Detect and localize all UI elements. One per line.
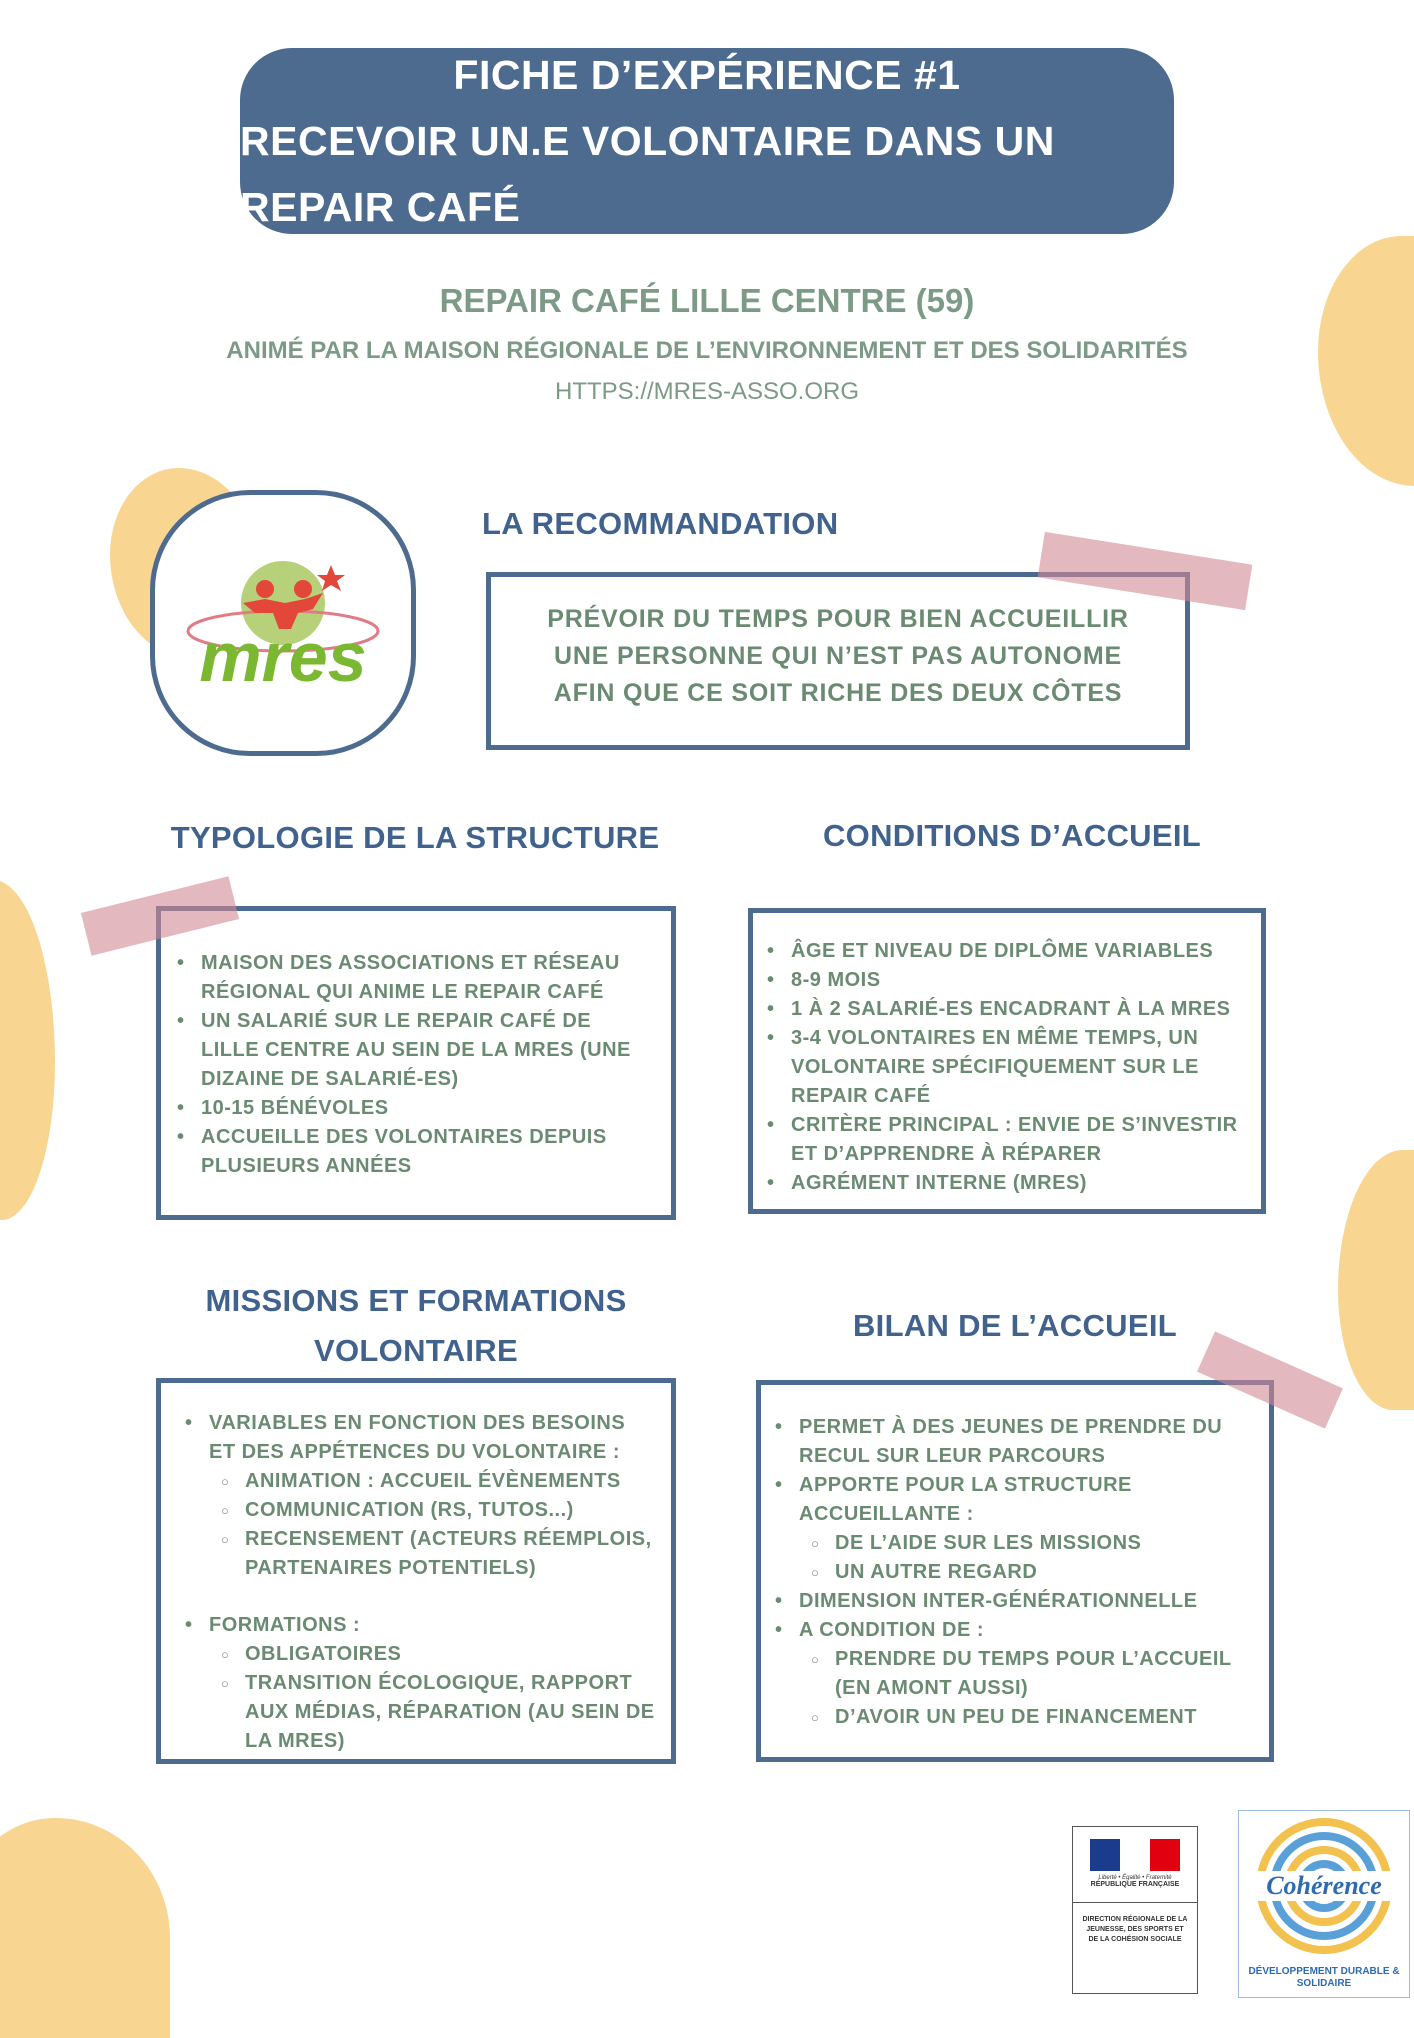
conditions-item-6: • AGRÉMENT INTERNE (MRES) (791, 1169, 1249, 1198)
missions-subitem: ○ TRANSITION ÉCOLOGIQUE, RAPPORT AUX MÉDIAS, RÉPARATION (AU SEIN DE LA MRES) (245, 1669, 657, 1756)
organisation-url[interactable]: HTTPS://MRES-ASSO.ORG (554, 378, 860, 405)
prefecture-logo (1072, 1826, 1198, 1994)
recommendation-box (486, 572, 1190, 750)
missions-item-2-text: FORMATIONS : (209, 1614, 361, 1636)
bilan-subitem: ○ UN AUTRE REGARD (835, 1558, 1257, 1587)
missions-title (156, 1276, 676, 1376)
bilan-subitem: ○ PRENDRE DU TEMPS POUR L’ACCUEIL (EN AMONT AUSSI) (835, 1645, 1257, 1703)
page-header (240, 48, 1174, 234)
organisation-subtitle: ANIMÉ PAR LA MAISON RÉGIONALE DE L’ENVIRONNEMENT ET DES SOLIDARITÉS (226, 337, 1188, 364)
typologie-title: TYPOLOGIE DE LA STRUCTURE (170, 820, 660, 855)
typologie-item-1: • MAISON DES ASSOCIATIONS ET RÉSEAU RÉGIONAL QUI ANIME LE REPAIR CAFÉ (201, 949, 655, 1007)
bilan-item-4-text: A CONDITION DE : (799, 1619, 985, 1641)
organisation-name: REPAIR CAFÉ LILLE CENTRE (59) (439, 282, 975, 319)
bilan-list (767, 1413, 1257, 1732)
bilan-item-2-sublist (799, 1529, 1257, 1587)
coherence-name: Cohérence (1266, 1871, 1382, 1900)
missions-box (156, 1378, 676, 1764)
mres-logo (150, 490, 416, 756)
missions-item-2-sublist (209, 1640, 657, 1756)
recommendation-line-3: AFIN QUE CE SOIT RICHE DES DEUX CÔTES (553, 679, 1123, 707)
missions-item-1 (209, 1409, 657, 1583)
bilan-item-1: • PERMET À DES JEUNES DE PRENDRE DU RECUL SUR LEUR PARCOURS (799, 1413, 1257, 1471)
blob-left-middle (0, 880, 55, 1220)
missions-title-line1: MISSIONS ET FORMATIONS (205, 1283, 627, 1318)
bilan-item-2-text: APPORTE POUR LA STRUCTURE ACCUEILLANTE : (799, 1474, 1132, 1525)
missions-title-line2: VOLONTAIRE (314, 1333, 518, 1368)
bilan-subitem: ○ DE L’AIDE SUR LES MISSIONS (835, 1529, 1257, 1558)
missions-item-1-text: VARIABLES EN FONCTION DES BESOINS ET DES APPÉTENCES DU VOLONTAIRE : (209, 1412, 626, 1463)
typologie-item-4: • ACCUEILLE DES VOLONTAIRES DEPUIS PLUSIEURS ANNÉES (201, 1123, 655, 1181)
typologie-item-2: • UN SALARIÉ SUR LE REPAIR CAFÉ DE LILLE CENTRE AU SEIN DE LA MRES (UNE DIZAINE DE SALARIÉ-ES) (201, 1007, 655, 1094)
marianne-motto: Liberté • Égalité • Fraternité (1098, 1875, 1172, 1881)
recommendation-title: LA RECOMMANDATION (482, 506, 839, 541)
missions-list (177, 1409, 657, 1756)
mres-logo-graphic (173, 543, 393, 703)
bilan-title: BILAN DE L’ACCUEIL (852, 1308, 1177, 1343)
bilan-subitem: ○ D’AVOIR UN PEU DE FINANCEMENT (835, 1703, 1257, 1732)
conditions-item-3: • 1 À 2 SALARIÉ-ES ENCADRANT À LA MRES (791, 995, 1249, 1024)
coherence-swirl (1239, 1811, 1409, 1961)
missions-subitem: ○ OBLIGATOIRES (245, 1640, 657, 1669)
bilan-item-2 (799, 1471, 1257, 1587)
marianne-flag (1090, 1839, 1180, 1871)
coherence-tagline: DÉVELOPPEMENT DURABLE & SOLIDAIRE (1248, 1966, 1400, 1989)
direction-regionale: DIRECTION RÉGIONALE DE LA JEUNESSE, DES SPORTS ET DE LA COHÉSION SOCIALE (1082, 1916, 1188, 1943)
conditions-item-2: • 8-9 MOIS (791, 966, 1249, 995)
mres-logo-text: mres (199, 618, 367, 696)
missions-subitem: ○ RECENSEMENT (ACTEURS RÉEMPLOIS, PARTENAIRES POTENTIELS) (245, 1525, 657, 1583)
missions-subitem: ○ COMMUNICATION (RS, TUTOS...) (245, 1496, 657, 1525)
conditions-box (748, 908, 1266, 1214)
typologie-box (156, 906, 676, 1220)
header-line1: FICHE D’EXPÉRIENCE #1 (453, 52, 961, 98)
recommendation-line-1: PRÉVOIR DU TEMPS POUR BIEN ACCUEILLIR (547, 605, 1129, 633)
blob-bottom-left (0, 1818, 170, 2038)
republique-francaise: RÉPUBLIQUE FRANÇAISE (1090, 1881, 1180, 1888)
bilan-item-4-sublist (799, 1645, 1257, 1732)
bilan-box (756, 1380, 1274, 1762)
conditions-item-4: • 3-4 VOLONTAIRES EN MÊME TEMPS, UN VOLONTAIRE SPÉCIFIQUEMENT SUR LE REPAIR CAFÉ (791, 1024, 1249, 1111)
missions-item-2 (209, 1611, 657, 1756)
typologie-item-3: • 10-15 BÉNÉVOLES (201, 1094, 655, 1123)
conditions-title: CONDITIONS D’ACCUEIL (823, 818, 1201, 853)
missions-subitem: ○ ANIMATION : ACCUEIL ÉVÈNEMENTS (245, 1467, 657, 1496)
bilan-item-3: • DIMENSION INTER-GÉNÉRATIONNELLE (799, 1587, 1257, 1616)
header-line2: RECEVOIR UN.E VOLONTAIRE DANS UN REPAIR CAFÉ (240, 118, 1055, 230)
typologie-list (169, 949, 655, 1181)
coherence-logo (1238, 1810, 1410, 1998)
bilan-item-4 (799, 1616, 1257, 1732)
missions-item-1-sublist (209, 1467, 657, 1583)
conditions-item-5: • CRITÈRE PRINCIPAL : ENVIE DE S’INVESTIR ET D’APPRENDRE À RÉPARER (791, 1111, 1249, 1169)
conditions-list (759, 937, 1249, 1198)
conditions-item-1: • ÂGE ET NIVEAU DE DIPLÔME VARIABLES (791, 937, 1249, 966)
blob-right-middle (1338, 1150, 1414, 1410)
recommendation-line-2: UNE PERSONNE QUI N’EST PAS AUTONOME (554, 642, 1122, 670)
